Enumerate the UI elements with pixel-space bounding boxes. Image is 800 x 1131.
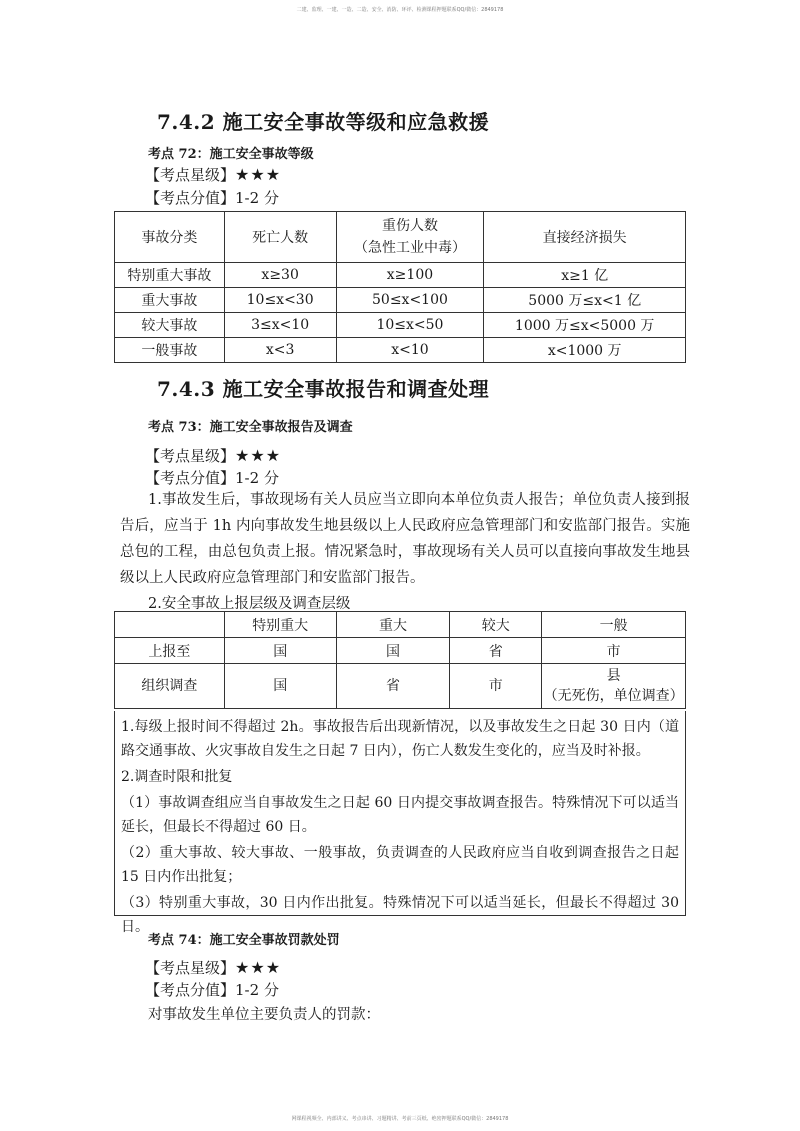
header-cell: 直接经济损失 [484, 212, 686, 263]
star-rating: ★★★ [235, 958, 282, 977]
header-cell: 特别重大 [224, 612, 336, 638]
header-cell: 较大 [450, 612, 542, 638]
stars-label: 【考点星级】 [145, 959, 236, 977]
header-cell: 重大 [336, 612, 450, 638]
section-title-742: 7.4.2 施工安全事故等级和应急救援 [157, 110, 490, 134]
table-cell: 较大事故 [115, 313, 225, 338]
header-cell: 事故分类 [115, 212, 225, 263]
note-item: 2.调查时限和批复 [121, 769, 233, 785]
stars-label: 【考点星级】 [145, 166, 236, 184]
header-line: （急性工业中毒） [353, 240, 466, 256]
report-investigation-table [114, 611, 686, 709]
kp72-label: 考点 72：施工安全事故等级 [148, 147, 314, 162]
report-paragraph: 1.事故发生后，事故现场有关人员应当立即向本单位负责人报告；单位负责人接到报告后，应当于 1h 内向事故发生地县级以上人民政府应急管理部门和安监部门报告。实施总包的工程，由总包负责上报。情况紧急时，事故现场有关人员可以直接向事故发生地县级以上人民政府应急管理部门和安监部门报告。 [120, 492, 690, 586]
table-cell: x≥30 [224, 263, 336, 288]
star-rating: ★★★ [235, 165, 282, 184]
table-cell: 重大事故 [115, 288, 225, 313]
table-cell: 50≤x<100 [336, 288, 484, 313]
header-note: 二建、监理、一建、一造、二造、安全、消防、环评、检测课程押题联系QQ/微信：2849178 [296, 7, 504, 13]
table-cell: x≥1 亿 [484, 263, 686, 288]
kp74-stars-row [145, 957, 281, 978]
kp74-label: 考点 74：施工安全事故罚款处罚 [148, 933, 340, 948]
stars-label: 【考点星级】 [145, 447, 236, 465]
star-rating: ★★★ [235, 446, 282, 465]
table-cell: 上报至 [115, 638, 225, 664]
table-row [115, 338, 686, 363]
table-row [115, 664, 686, 709]
table-cell: 市 [542, 638, 686, 664]
table-cell: 10≤x<50 [336, 313, 484, 338]
cell-line: 县 [606, 668, 621, 684]
table-header-row [115, 612, 686, 638]
fine-intro: 对事故发生单位主要负责人的罚款： [148, 1007, 380, 1023]
note-item: （1）事故调查组应当自事故发生之日起 60 日内提交事故调查报告。特殊情况下可以适当延长，但最长不得超过 60 日。 [121, 795, 679, 835]
header-cell: 死亡人数 [224, 212, 336, 263]
section-title-743: 7.4.3 施工安全事故报告和调查处理 [157, 377, 490, 401]
score-value: 1-2 分 [235, 981, 279, 999]
header-cell [115, 612, 225, 638]
table-cell: 特别重大事故 [115, 263, 225, 288]
table-row [115, 638, 686, 664]
header-line: 重伤人数 [381, 218, 438, 234]
table-cell: 5000 万≤x<1 亿 [484, 288, 686, 313]
table-row [115, 313, 686, 338]
note-item: 1.每级上报时间不得超过 2h。事故报告后出现新情况，以及事故发生之日起 30 日内（道路交通事故、火灾事故自发生之日起 7 日内），伤亡人数发生变化的，应当及时补报。 [121, 719, 679, 759]
table-row [115, 288, 686, 313]
table-cell: 一般事故 [115, 338, 225, 363]
score-label: 【考点分值】 [145, 189, 236, 207]
table-cell: x<10 [336, 338, 484, 363]
table-cell: x<3 [224, 338, 336, 363]
table-cell: 省 [450, 638, 542, 664]
table-row [115, 263, 686, 288]
kp72-score-row [145, 187, 279, 208]
table-cell: 省 [336, 664, 450, 709]
note-item: （3）特别重大事故，30 日内作出批复。特殊情况下可以适当延长，但最长不得超过 30 日。 [121, 895, 679, 935]
table-header-row [115, 212, 686, 263]
table-cell: 10≤x<30 [224, 288, 336, 313]
kp73-stars-row [145, 445, 281, 466]
table-cell: 组织调查 [115, 664, 225, 709]
kp74-score-row [145, 979, 279, 1000]
report-notes-box [114, 711, 686, 935]
kp72-stars-row [145, 164, 281, 185]
header-cell: 一般 [542, 612, 686, 638]
kp73-label: 考点 73：施工安全事故报告及调查 [148, 420, 353, 435]
header-cell [336, 212, 484, 263]
table-cell: 国 [224, 638, 336, 664]
cell-line: （无死伤，单位调查） [543, 688, 684, 704]
table-cell: 1000 万≤x<5000 万 [484, 313, 686, 338]
accident-grade-table [114, 211, 686, 363]
table-cell: 国 [336, 638, 450, 664]
table-cell: 市 [450, 664, 542, 709]
table-cell: 3≤x<10 [224, 313, 336, 338]
score-value: 1-2 分 [235, 469, 279, 487]
table-cell [542, 664, 686, 709]
score-label: 【考点分值】 [145, 981, 236, 999]
table-cell: 国 [224, 664, 336, 709]
table-cell: x≥100 [336, 263, 484, 288]
score-label: 【考点分值】 [145, 469, 236, 487]
footer-note: 网课程视频全、内部讲义、考点串讲、习题精讲、考前三页纸、绝密押题联系QQ/微信：2849178 [291, 1116, 509, 1122]
table-cell: x<1000 万 [484, 338, 686, 363]
note-item: （2）重大事故、较大事故、一般事故，负责调查的人民政府应当自收到调查报告之日起 15 日内作出批复； [121, 845, 679, 885]
report-levels-subhead: 2.安全事故上报层级及调查层级 [148, 596, 351, 612]
kp73-score-row [145, 467, 279, 488]
score-value: 1-2 分 [235, 189, 279, 207]
